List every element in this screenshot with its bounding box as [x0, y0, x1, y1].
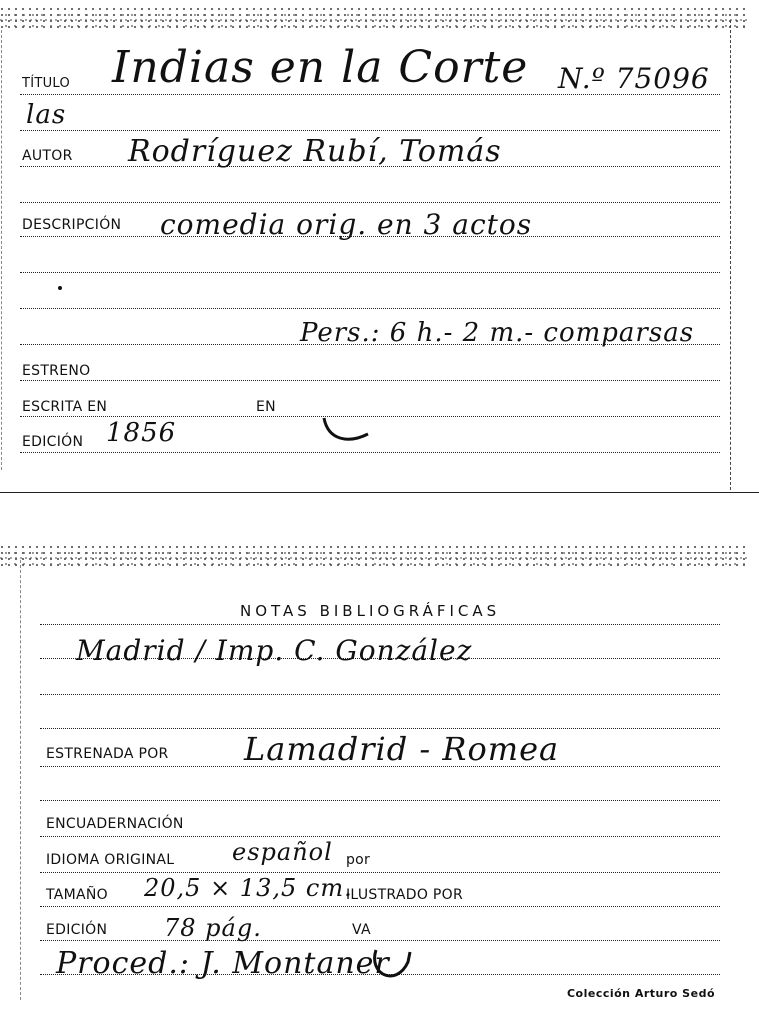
label-en: EN — [256, 399, 276, 415]
label-descripcion: DESCRIPCIÓN — [22, 217, 122, 233]
scan-noise-top — [0, 6, 750, 30]
card-edge-left — [20, 560, 21, 1000]
handwritten-proced: Proced.: J. Montaner — [56, 946, 390, 981]
label-titulo: TÍTULO — [22, 76, 71, 91]
rule-line — [20, 130, 720, 131]
card-edge-left — [1, 30, 2, 470]
rule-line — [40, 624, 720, 625]
label-idioma-original: IDIOMA ORIGINAL — [46, 852, 175, 868]
handwritten-personajes: Pers.: 6 h.- 2 m.- comparsas — [300, 318, 695, 348]
rule-line — [20, 272, 720, 273]
collection-stamp: Colección Arturo Sedó — [566, 987, 715, 1000]
handwritten-idioma: español — [232, 838, 333, 866]
rule-line — [20, 202, 720, 203]
ink-spot — [58, 286, 62, 290]
rule-line — [40, 836, 720, 837]
handwritten-author: Rodríguez Rubí, Tomás — [128, 134, 502, 169]
handwritten-description: comedia orig. en 3 actos — [160, 208, 533, 241]
label-estreno: ESTRENO — [22, 363, 91, 379]
rule-line — [20, 452, 720, 453]
rule-line — [40, 906, 720, 907]
handwritten-paginas: 78 pág. — [164, 914, 262, 942]
card-edge-right — [730, 20, 731, 490]
rule-line — [40, 694, 720, 695]
rule-line — [40, 728, 720, 729]
notes-heading: NOTAS BIBLIOGRÁFICAS — [240, 602, 501, 620]
ink-stroke — [366, 930, 416, 990]
ink-stroke — [320, 410, 380, 450]
handwritten-number: N.º 75096 — [558, 62, 710, 95]
handwritten-title-cont: las — [26, 100, 67, 130]
handwritten-imprenta: Madrid / Imp. C. González — [76, 634, 473, 667]
rule-line — [20, 308, 720, 309]
label-estrenada-por: ESTRENADA POR — [46, 746, 169, 762]
label-por: por — [346, 852, 371, 868]
rule-line — [40, 872, 720, 873]
handwritten-title: Indias en la Corte — [112, 42, 529, 93]
label-edicion: EDICIÓN — [22, 434, 84, 450]
rule-line — [20, 380, 720, 381]
label-encuadernacion: ENCUADERNACIÓN — [46, 816, 184, 832]
label-ilustrado-por: ILUSTRADO POR — [346, 887, 463, 903]
handwritten-tamano: 20,5 × 13,5 cm. — [144, 874, 353, 902]
label-tamano: TAMAÑO — [46, 887, 108, 903]
label-escrita-en: ESCRITA EN — [22, 399, 108, 415]
label-autor: AUTOR — [22, 148, 73, 164]
label-va: VA — [352, 922, 371, 938]
handwritten-estrenada: Lamadrid - Romea — [244, 730, 560, 768]
scan-noise-top — [0, 544, 750, 568]
handwritten-edition-year: 1856 — [106, 418, 177, 448]
label-edicion: EDICIÓN — [46, 922, 108, 938]
rule-line — [40, 800, 720, 801]
card-separator — [0, 492, 759, 493]
